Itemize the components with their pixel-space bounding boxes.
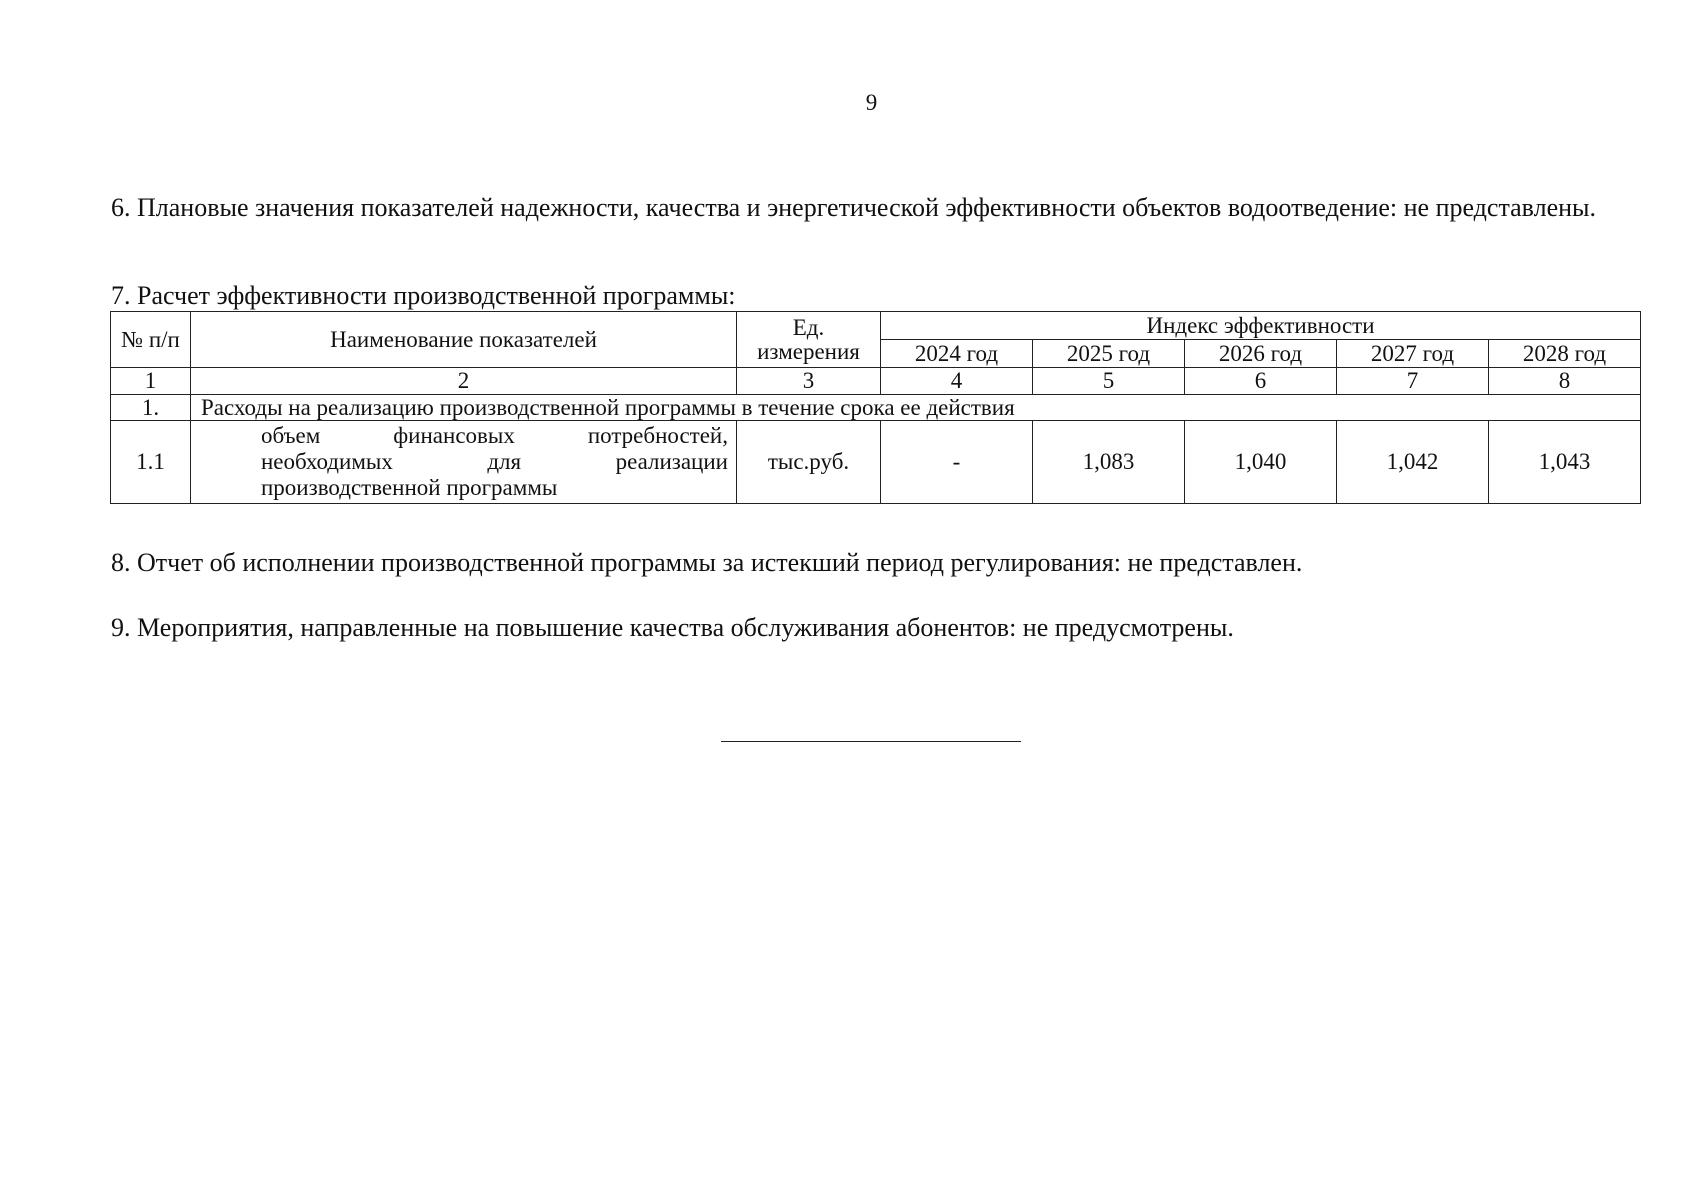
column-index: 1 bbox=[111, 368, 191, 395]
row-value-2026: 1,040 bbox=[1185, 421, 1337, 504]
header-name: Наименование показателей bbox=[191, 312, 737, 368]
column-index: 5 bbox=[1033, 368, 1185, 395]
row-unit: тыс.руб. bbox=[737, 421, 881, 504]
header-efficiency-index: Индекс эффективности bbox=[881, 312, 1641, 340]
efficiency-table bbox=[110, 311, 1641, 504]
column-index: 6 bbox=[1185, 368, 1337, 395]
row-value-2024: - bbox=[881, 421, 1033, 504]
row-value-2025: 1,083 bbox=[1033, 421, 1185, 504]
table-header-row bbox=[111, 312, 1641, 340]
section-title: Расходы на реализацию производственной программы в течение срока ее действия bbox=[191, 395, 1641, 421]
column-index: 2 bbox=[191, 368, 737, 395]
section-row bbox=[111, 395, 1641, 421]
header-num: № п/п bbox=[111, 312, 191, 368]
section-9-text: 9. Мероприятия, направленные на повышение качества обслуживания абонентов: не предусмотрены. bbox=[111, 613, 1234, 642]
header-year: 2024 год bbox=[881, 340, 1033, 368]
section-6-text: 6. Плановые значения показателей надежности, качества и энергетической эффективности объектов водоотведение: не представлены. bbox=[111, 193, 1596, 222]
column-index: 8 bbox=[1489, 368, 1641, 395]
section-num: 1. bbox=[111, 395, 191, 421]
column-index: 3 bbox=[737, 368, 881, 395]
page-number: 9 bbox=[865, 90, 878, 115]
column-index: 4 bbox=[881, 368, 1033, 395]
header-year: 2027 год bbox=[1337, 340, 1489, 368]
header-year: 2026 год bbox=[1185, 340, 1337, 368]
column-index-row bbox=[111, 368, 1641, 395]
end-divider-line bbox=[721, 741, 1021, 742]
header-year: 2025 год bbox=[1033, 340, 1185, 368]
table-row bbox=[111, 421, 1641, 504]
row-value-2028: 1,043 bbox=[1489, 421, 1641, 504]
header-unit: Ед. измерения bbox=[737, 312, 881, 368]
row-name: объем финансовых потребностей, необходимых для реализации производственной программы bbox=[191, 421, 737, 504]
header-year: 2028 год bbox=[1489, 340, 1641, 368]
section-8-text: 8. Отчет об исполнении производственной программы за истекший период регулирования: не представлен. bbox=[111, 548, 1303, 577]
section-7-heading: 7. Расчет эффективности производственной программы: bbox=[111, 281, 736, 310]
row-num: 1.1 bbox=[111, 421, 191, 504]
column-index: 7 bbox=[1337, 368, 1489, 395]
row-value-2027: 1,042 bbox=[1337, 421, 1489, 504]
